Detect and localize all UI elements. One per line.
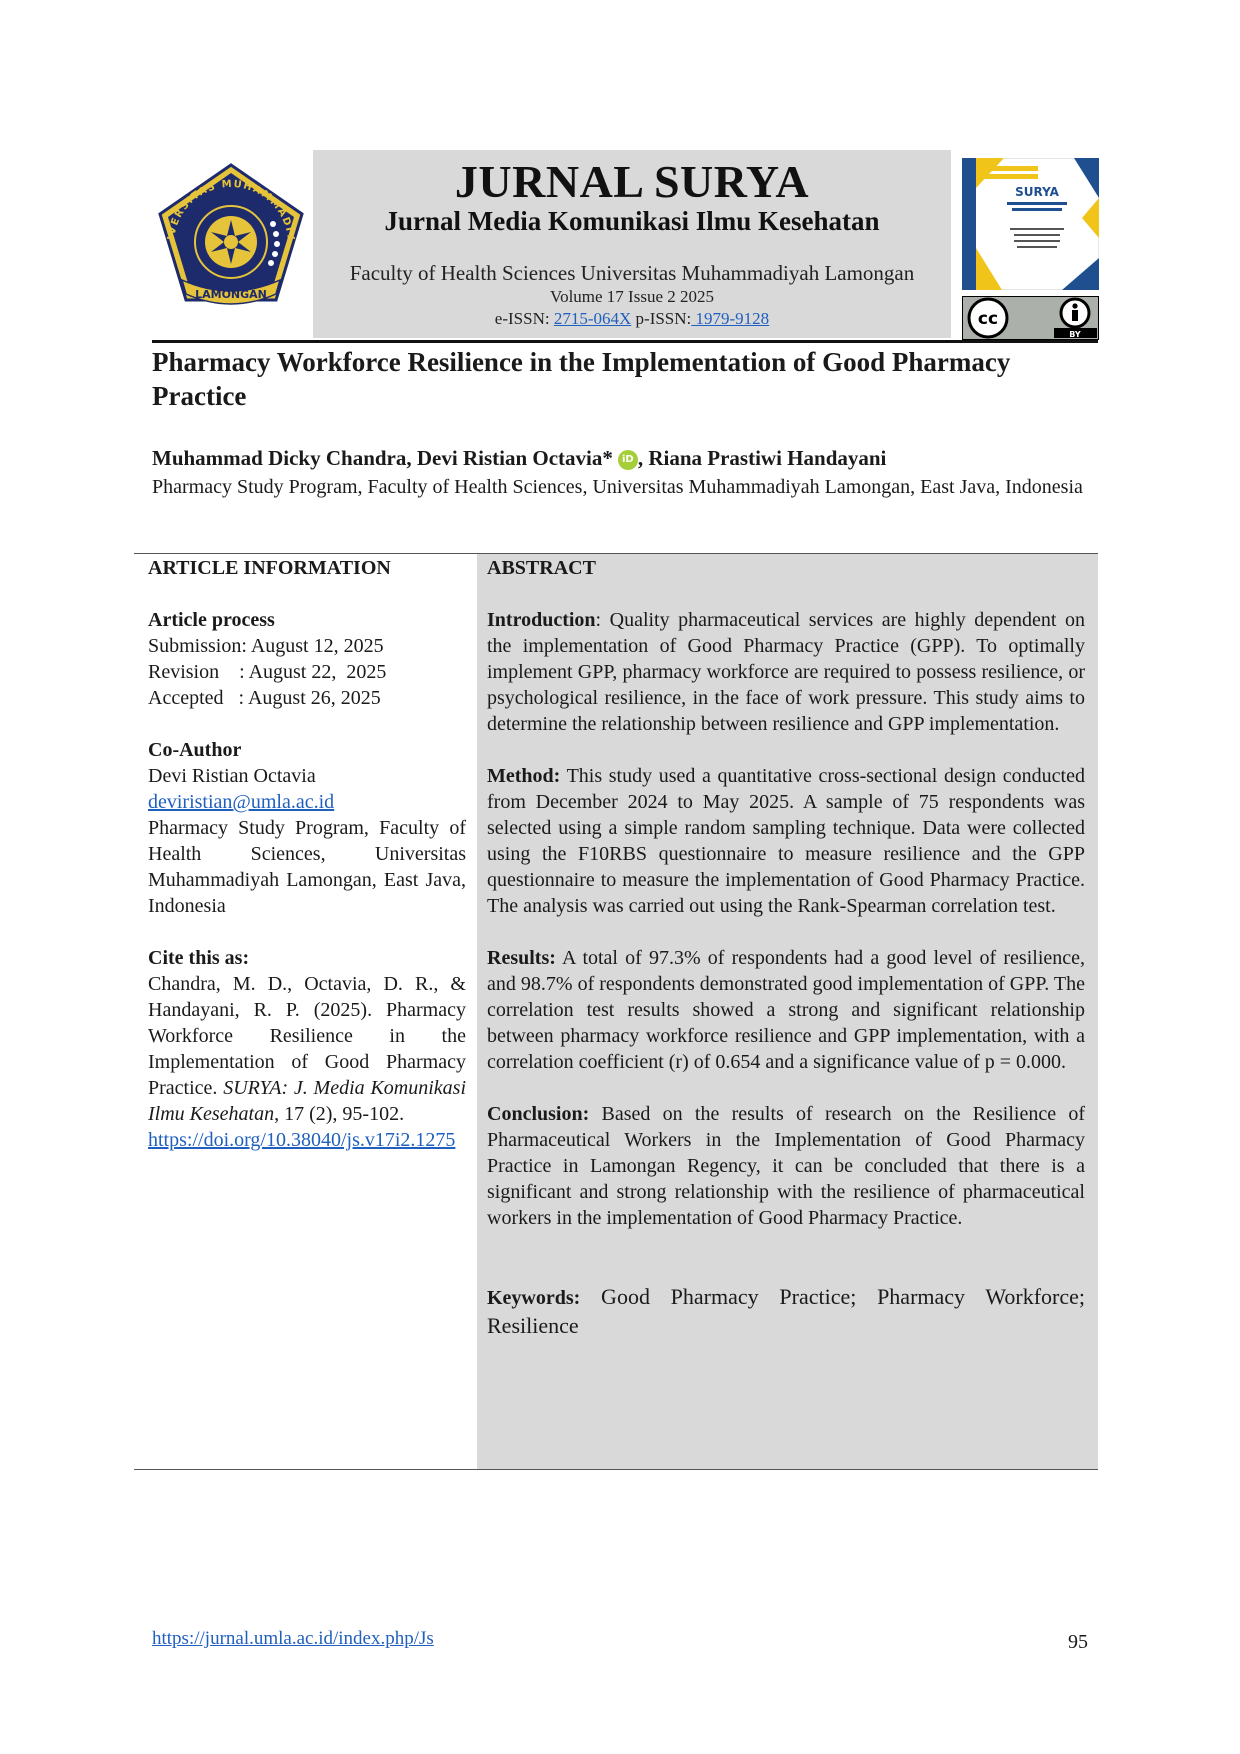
citation-text: Chandra, M. D., Octavia, D. R., & Handayani, R. P. (2025). Pharmacy Workforce Resilience in the Implementation of Good Pharmacy Practice. <box>148 973 466 1099</box>
coauthor-name: Devi Ristian Octavia <box>148 765 316 787</box>
footer-journal-link[interactable]: https://jurnal.umla.ac.id/index.php/Js <box>152 1628 434 1649</box>
university-seal-icon <box>152 162 310 320</box>
introduction-label: Introduction <box>487 609 596 631</box>
accepted-date: Accepted : August 26, 2025 <box>148 687 381 709</box>
eissn-link[interactable]: 2715-064X <box>553 309 632 328</box>
coauthor-affiliation: Pharmacy Study Program, Faculty of Health Sciences, Universitas Muhammadiyah Lamongan, East Java, Indonesia <box>148 817 466 917</box>
conclusion-label: Conclusion: <box>487 1103 590 1125</box>
pissn-label: p-ISSN: <box>631 309 692 328</box>
citation-pages: , 17 (2), 95-102. <box>274 1103 405 1125</box>
article-information-heading: ARTICLE INFORMATION <box>148 557 391 579</box>
abstract-introduction <box>487 607 1085 737</box>
submission-date: Submission: August 12, 2025 <box>148 635 384 657</box>
journal-faculty: Faculty of Health Sciences Universitas Muhammadiyah Lamongan <box>349 261 915 285</box>
coauthor-email-link[interactable]: deviristian@umla.ac.id <box>148 791 335 813</box>
journal-issn <box>313 309 951 329</box>
citation <box>148 971 466 1127</box>
table-top-rule <box>134 553 1098 554</box>
author-affiliation: Pharmacy Study Program, Faculty of Health Sciences, Universitas Muhammadiyah Lamongan, East Java, Indonesia <box>152 476 1083 498</box>
abstract-column <box>487 555 1085 1340</box>
header-rule <box>152 340 1098 343</box>
svg-text:cc: cc <box>977 309 999 329</box>
results-text: A total of 97.3% of respondents had a good level of resilience, and 98.7% of respondents demonstrated good implementation of GPP. The correlation test results showed a strong and significant relationship between pharmacy workforce resilience and GPP implementation, with a correlation coefficient (r) of 0.654 and a significance value of p = 0.000. <box>487 947 1085 1073</box>
abstract-method <box>487 763 1085 919</box>
eissn-label: e-ISSN: <box>494 309 554 328</box>
authors-first: Muhammad Dicky Chandra, Devi Ristian Octavia* <box>152 446 613 470</box>
abstract-conclusion <box>487 1101 1085 1231</box>
method-text: This study used a quantitative cross-sectional design conducted from December 2024 to May 2025. A sample of 75 respondents was selected using a simple random sampling technique. Data were collected using the F10RBS questionnaire to measure resilience and the GPP questionnaire to measure the implementation of Good Pharmacy Practice. The analysis was carried out using the Rank-Spearman correlation test. <box>487 765 1085 917</box>
abstract-results <box>487 945 1085 1075</box>
svg-text:SURYA: SURYA <box>1015 185 1059 199</box>
abstract-keywords <box>487 1283 1085 1340</box>
pissn-link[interactable]: 1979-9128 <box>691 309 770 328</box>
keywords-text: Good Pharmacy Practice; Pharmacy Workforce; Resilience <box>487 1284 1085 1338</box>
abstract-heading: ABSTRACT <box>487 557 596 579</box>
svg-text:LAMONGAN: LAMONGAN <box>195 288 267 301</box>
conclusion-text: Based on the results of research on the Resilience of Pharmaceutical Workers in the Implementation of Good Pharmacy Practice in Lamongan Regency, it can be concluded that there is a significant and strong relationship with the resilience of pharmaceutical workers in the implementation of Good Pharmacy Practice. <box>487 1103 1085 1229</box>
citation-journal: SURYA: J. Media Komunikasi Ilmu Kesehatan <box>148 1077 466 1125</box>
journal-subtitle: Jurnal Media Komunikasi Ilmu Kesehatan <box>384 206 880 236</box>
revision-date: Revision : August 22, 2025 <box>148 661 387 683</box>
table-bottom-rule <box>134 1469 1098 1470</box>
page-number: 95 <box>1068 1631 1088 1653</box>
article-process-heading: Article process <box>148 609 275 631</box>
svg-text:UNIVERSITAS MUHAMMADIYAH: IVERSITAS MUHAMMADIY <box>166 178 296 242</box>
cite-heading: Cite this as: <box>148 947 250 969</box>
orcid-icon[interactable]: iD <box>618 450 638 470</box>
journal-volume: Volume 17 Issue 2 2025 <box>549 287 714 306</box>
author-list <box>152 446 1112 471</box>
journal-cover-thumbnail <box>962 158 1099 290</box>
article-title: Pharmacy Workforce Resilience in the Implementation of Good Pharmacy Practice <box>152 347 1011 411</box>
svg-text:BY: BY <box>1069 330 1081 339</box>
authors-last: , Riana Prastiwi Handayani <box>637 446 887 470</box>
coauthor-heading: Co-Author <box>148 739 242 761</box>
article-information-column <box>148 555 466 1153</box>
method-label: Method: <box>487 765 561 787</box>
introduction-text: : Quality pharmaceutical services are highly dependent on the implementation of Good Pharmacy Practice (GPP). To optimally implement GPP, pharmacy workforce are required to possess resilience, or psychological resilience, in the face of work pressure. This study aims to determine the relationship between resilience and GPP implementation. <box>487 609 1085 735</box>
keywords-label: Keywords: <box>487 1287 581 1309</box>
creative-commons-by-icon <box>962 296 1099 340</box>
results-label: Results: <box>487 947 556 969</box>
citation-doi-link[interactable]: https://doi.org/10.38040/js.v17i2.1275 <box>148 1129 456 1151</box>
journal-title: JURNAL SURYA <box>454 156 810 207</box>
